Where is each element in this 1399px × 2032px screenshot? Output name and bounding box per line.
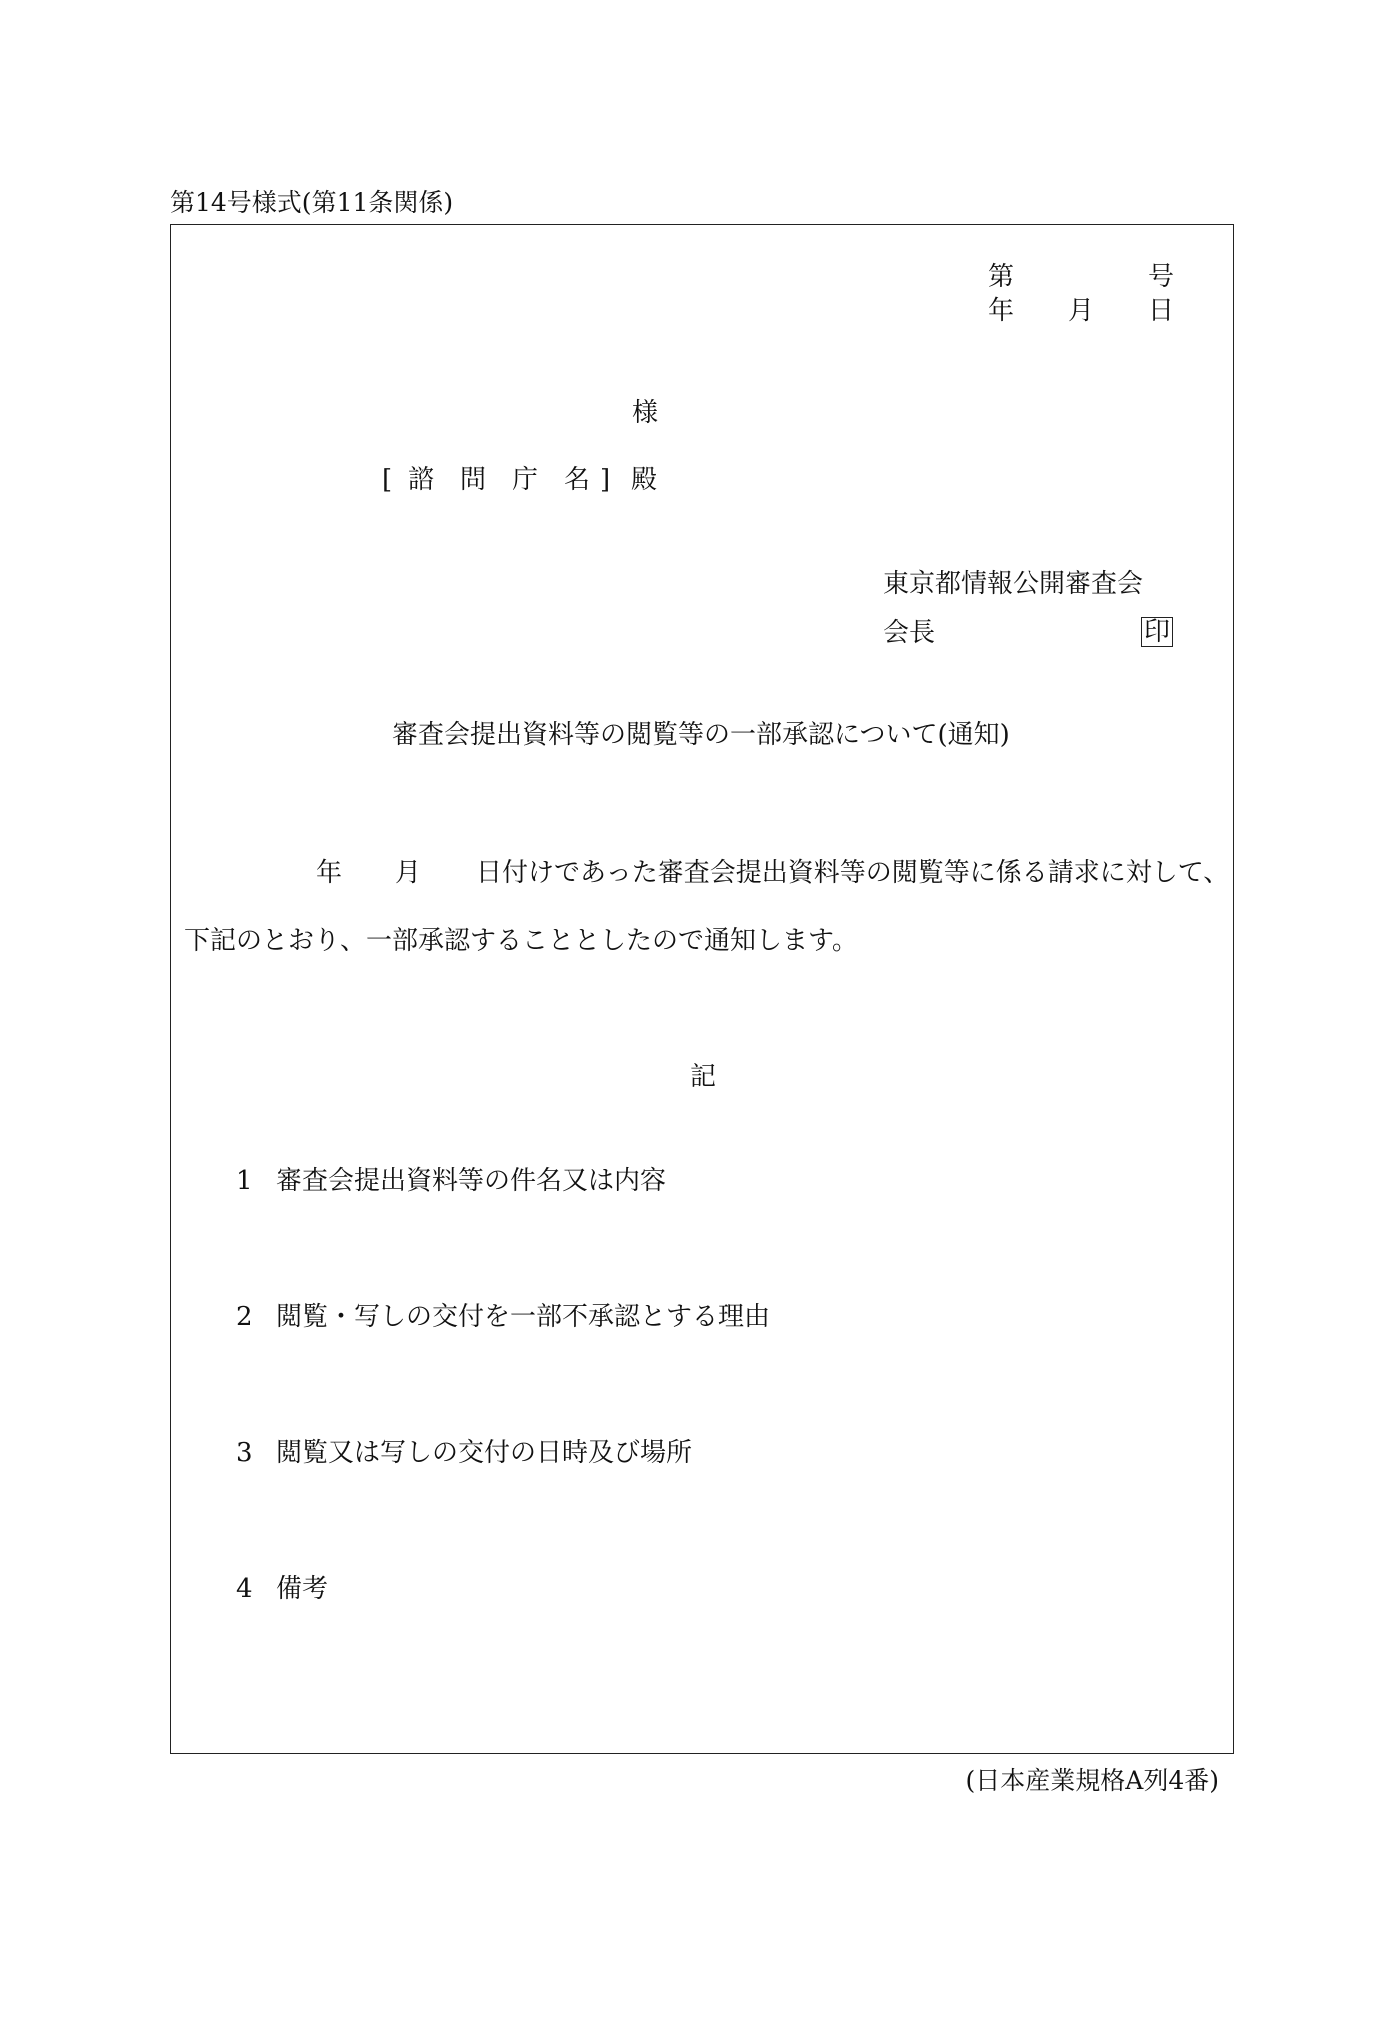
item-text-2: 閲覧・写しの交付を一部不承認とする理由	[276, 1302, 771, 1332]
paper-size-note: (日本産業規格A列4番)	[965, 1766, 1219, 1795]
body-line2: 下記のとおり、一部承認することとしたので通知します。	[184, 926, 858, 956]
item-number-4: 4	[236, 1574, 253, 1604]
number-prefix: 第	[988, 262, 1015, 292]
item-number-3: 3	[236, 1438, 253, 1468]
item-text-3: 閲覧又は写しの交付の日時及び場所	[276, 1438, 693, 1468]
item-number-2: 2	[236, 1302, 253, 1332]
addressee-sama: 様	[632, 398, 659, 428]
date-day: 日	[1148, 296, 1175, 326]
seal-char: 印	[1141, 617, 1173, 647]
item-number-1: 1	[236, 1166, 253, 1196]
agency-char-1: 諮	[408, 465, 435, 495]
form-label: 第14号様式(第11条関係)	[170, 188, 454, 217]
sender-title: 会長	[883, 618, 936, 648]
agency-char-3: 庁	[512, 465, 539, 495]
date-month: 月	[1068, 296, 1095, 326]
seal-mark	[1141, 617, 1173, 647]
sender-organization: 東京都情報公開審査会	[883, 569, 1144, 599]
subject-title: 審査会提出資料等の閲覧等の一部承認について(通知)	[392, 720, 1010, 750]
addressee-dono: 殿	[631, 465, 658, 495]
agency-bracket-open: [	[382, 465, 393, 495]
item-text-4: 備考	[276, 1574, 329, 1604]
body-line1: 日付けであった審査会提出資料等の閲覧等に係る請求に対して、	[476, 858, 1230, 888]
agency-bracket-close: ]	[600, 465, 611, 495]
body-year: 年	[316, 858, 343, 888]
body-month: 月	[395, 858, 422, 888]
date-year: 年	[988, 296, 1015, 326]
agency-char-2: 問	[460, 465, 487, 495]
ki-heading: 記	[690, 1062, 717, 1092]
number-suffix: 号	[1148, 262, 1175, 292]
document-frame	[170, 224, 1234, 1754]
agency-char-4: 名	[564, 465, 591, 495]
item-text-1: 審査会提出資料等の件名又は内容	[276, 1166, 667, 1196]
